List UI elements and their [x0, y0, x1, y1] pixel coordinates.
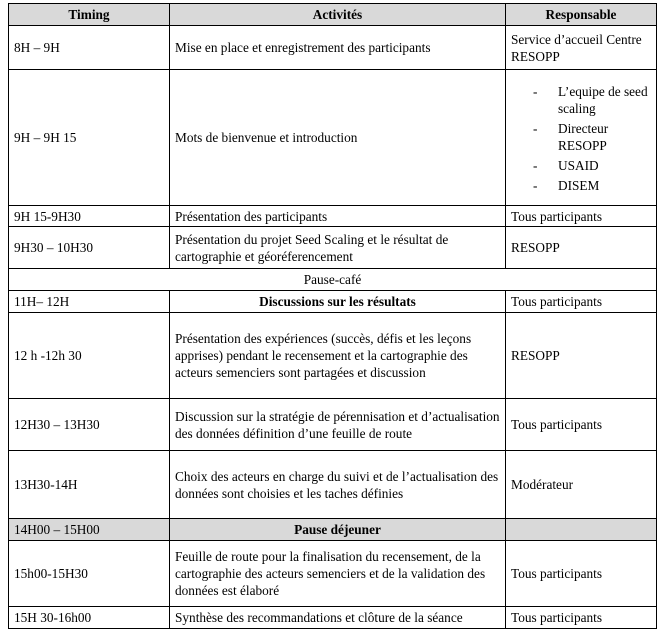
header-timing: Timing — [9, 4, 170, 26]
break-row — [9, 269, 657, 291]
list-item: - USAID — [533, 157, 599, 173]
timing-cell: 12H30 – 13H30 — [9, 399, 170, 451]
timing-cell: 15H 30-16h00 — [9, 607, 170, 629]
table-row — [9, 26, 657, 70]
responsible-cell: Service d’accueil Centre RESOPP — [506, 26, 657, 70]
activity-cell: Pause déjeuner — [170, 519, 506, 541]
responsible-cell: Tous participants — [506, 206, 657, 227]
table-row — [9, 291, 657, 313]
table-row — [9, 313, 657, 399]
responsible-cell: Tous participants — [506, 541, 657, 607]
timing-cell: 14H00 – 15H00 — [9, 519, 170, 541]
activity-cell: Choix des acteurs en charge du suivi et de l’actualisation des données sont choisies et les taches définies — [170, 451, 506, 519]
timing-cell: 8H – 9H — [9, 26, 170, 70]
activity-cell: Discussions sur les résultats — [170, 291, 506, 313]
activity-cell: Mots de bienvenue et introduction — [170, 70, 506, 206]
table-row — [9, 451, 657, 519]
table-row — [9, 399, 657, 451]
header-activities: Activités — [170, 4, 506, 26]
activity-cell: Présentation des expériences (succès, défis et les leçons apprises) pendant le recensement et la cartographie des acteurs semenciers sont partagées et discussion — [170, 313, 506, 399]
activity-cell: Synthèse des recommandations et clôture de la séance — [170, 607, 506, 629]
lunch-row — [9, 519, 657, 541]
activity-cell: Présentation du projet Seed Scaling et le résultat de cartographie et géoréferencement — [170, 227, 506, 269]
responsible-cell: Modérateur — [506, 451, 657, 519]
table-row — [9, 70, 657, 206]
coffee-break-cell: Pause-café — [9, 269, 657, 291]
responsible-list — [511, 83, 651, 194]
responsible-cell — [506, 70, 657, 206]
list-item: - L’equipe de seed scaling — [533, 83, 648, 116]
agenda-table — [8, 3, 657, 629]
activity-cell: Présentation des participants — [170, 206, 506, 227]
table-row — [9, 541, 657, 607]
table-row — [9, 607, 657, 629]
responsible-cell: Tous participants — [506, 291, 657, 313]
timing-cell: 12 h -12h 30 — [9, 313, 170, 399]
responsible-cell: RESOPP — [506, 313, 657, 399]
responsible-cell: Tous participants — [506, 607, 657, 629]
activity-cell: Mise en place et enregistrement des participants — [170, 26, 506, 70]
activity-cell: Feuille de route pour la finalisation du recensement, de la cartographie des acteurs semenciers et de la validation des données est élaboré — [170, 541, 506, 607]
responsible-cell: RESOPP — [506, 227, 657, 269]
header-responsible: Responsable — [506, 4, 657, 26]
list-item: - DISEM — [533, 177, 600, 193]
timing-cell: 9H – 9H 15 — [9, 70, 170, 206]
responsible-cell: Tous participants — [506, 399, 657, 451]
timing-cell: 11H– 12H — [9, 291, 170, 313]
header-row — [9, 4, 657, 26]
timing-cell: 9H 15-9H30 — [9, 206, 170, 227]
timing-cell: 13H30-14H — [9, 451, 170, 519]
timing-cell: 9H30 – 10H30 — [9, 227, 170, 269]
activity-cell: Discussion sur la stratégie de pérennisation et d’actualisation des données définition d’une feuille de route — [170, 399, 506, 451]
table-row — [9, 227, 657, 269]
timing-cell: 15h00-15H30 — [9, 541, 170, 607]
list-item: - Directeur RESOPP — [533, 120, 609, 153]
table-row — [9, 206, 657, 227]
responsible-cell — [506, 519, 657, 541]
